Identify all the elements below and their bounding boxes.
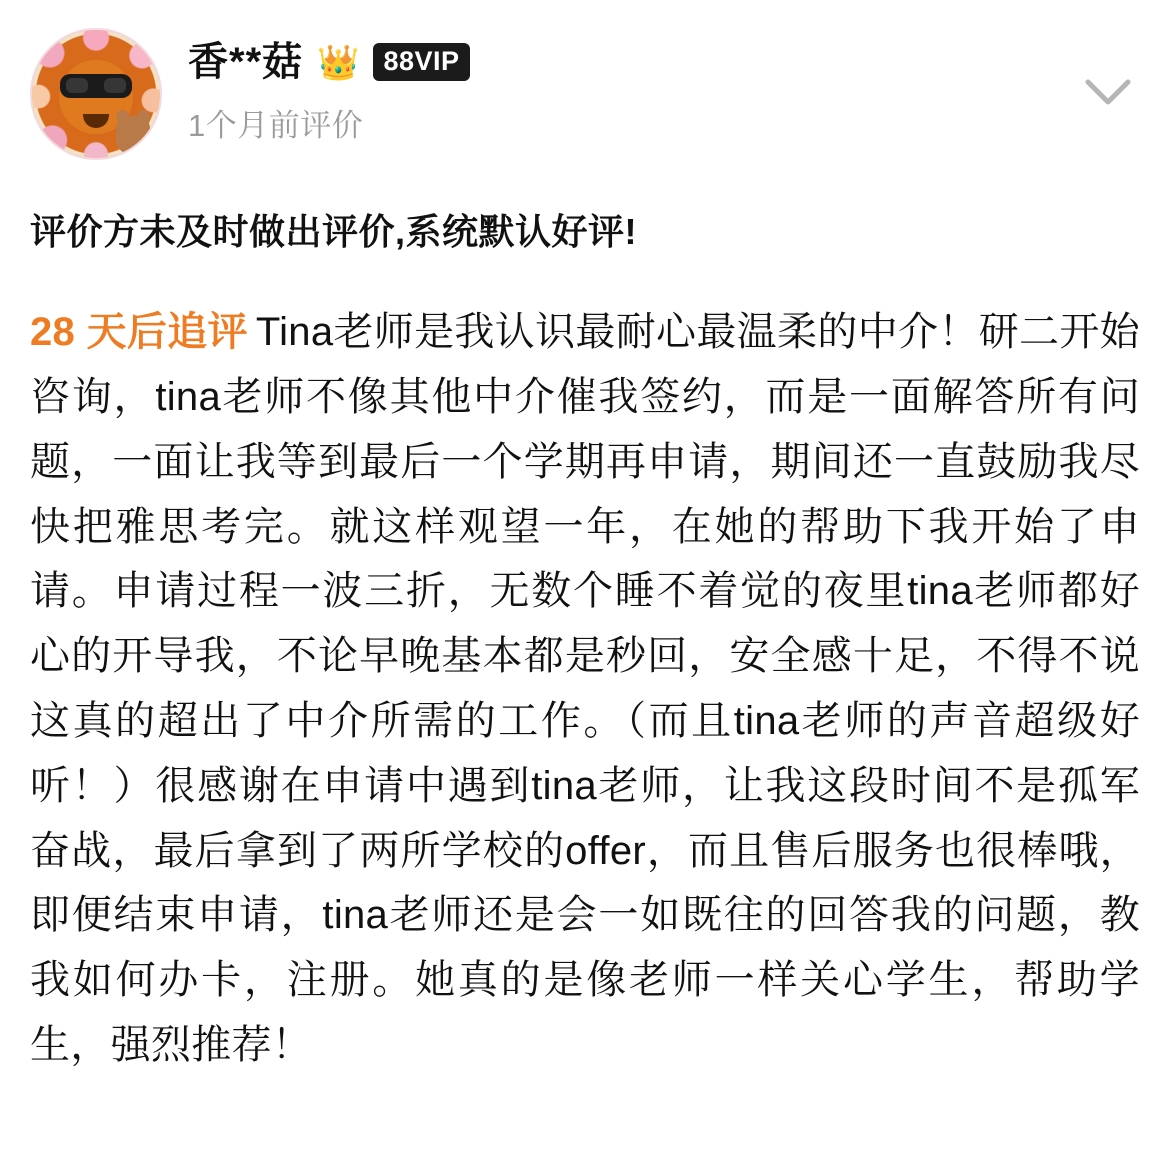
sunglasses-icon [60, 74, 132, 98]
user-identity-block [188, 28, 1140, 145]
review-timestamp: 1个月前评价 [188, 108, 364, 143]
avatar[interactable] [30, 28, 162, 160]
vip-badge: 88VIP [373, 43, 469, 81]
first-comment-text: 评价方未及时做出评价,系统默认好评! [30, 211, 637, 252]
teddy-bear-icon [116, 116, 150, 154]
crown-icon: 👑 [317, 44, 360, 82]
chevron-down-icon[interactable] [1080, 64, 1136, 120]
username: 香**菇 [188, 40, 304, 84]
review-header [30, 28, 1140, 168]
append-comment-block [30, 300, 1140, 1078]
append-comment-text: Tina老师是我认识最耐心最温柔的中介！研二开始咨询，tina老师不像其他中介催我签约，而是一面解答所有问题，一面让我等到最后一个学期再申请，期间还一直鼓励我尽快把雅思考完。就这样观望一年，在她的帮助下我开始了申请。申请过程一波三折，无数个睡不着觉的夜里tina老师都好心的开导我，不论早晚基本都是秒回，安全感十足，不得不说这真的超出了中介所需的工作。（而且tina老师的声音超级好听！）很感谢在申请中遇到tina老师，让我这段时间不是孤军奋战，最后拿到了两所学校的offer，而且售后服务也很棒哦，即便结束申请，tina老师还是会一如既往的回答我的问题，教我如何办卡，注册。她真的是像老师一样关心学生，帮助学生，强烈推荐！ [30, 310, 1140, 1067]
username-row [188, 40, 1140, 84]
append-comment-label: 28 天后追评 [30, 310, 248, 355]
